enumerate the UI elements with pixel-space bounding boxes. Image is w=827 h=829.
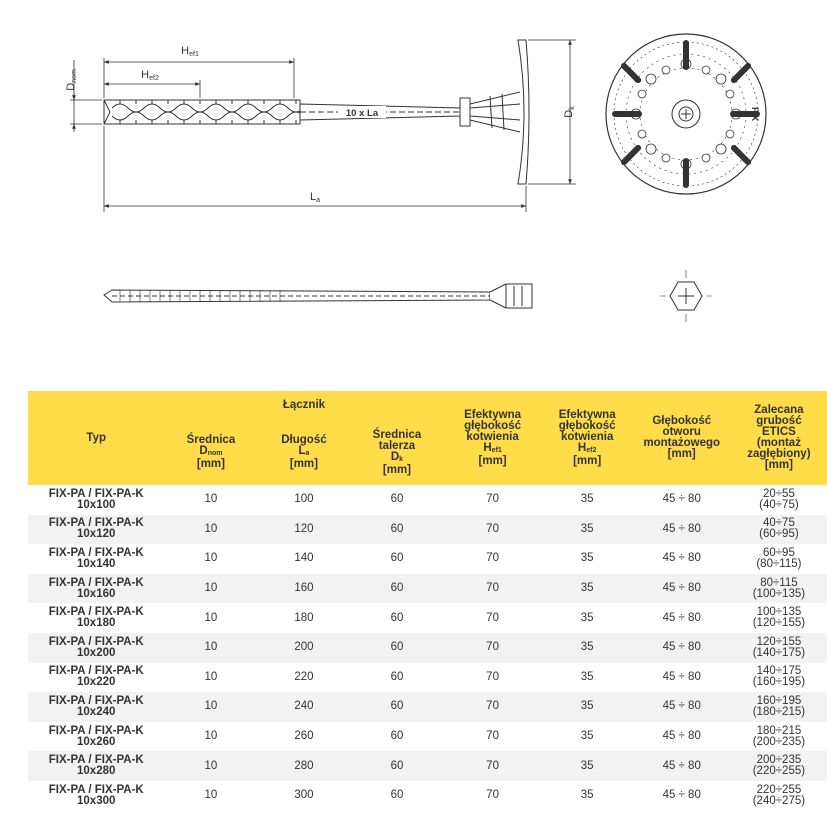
cell-otw: 45 ÷ 80 bbox=[633, 663, 731, 693]
cell-hef2: 35 bbox=[542, 751, 633, 781]
header-lacznik: Łącznik bbox=[164, 391, 443, 420]
cell-otw: 45 ÷ 80 bbox=[633, 781, 731, 811]
cell-d: 10 bbox=[164, 751, 257, 781]
cell-hef2: 35 bbox=[542, 692, 633, 722]
table-row bbox=[28, 781, 827, 811]
cell-la: 300 bbox=[257, 781, 350, 811]
cell-hef1: 70 bbox=[443, 633, 541, 663]
dim-hef1-label: Hef1 bbox=[181, 45, 199, 58]
cell-otw: 45 ÷ 80 bbox=[633, 633, 731, 663]
cell-la: 140 bbox=[257, 544, 350, 574]
plate-brand-text: FIX bbox=[750, 106, 760, 122]
cell-hef2: 35 bbox=[542, 663, 633, 693]
cell-dk: 60 bbox=[350, 751, 443, 781]
header-dlugosc: Długość La [mm] bbox=[257, 420, 350, 485]
header-typ: Typ bbox=[28, 391, 164, 485]
cell-d: 10 bbox=[164, 515, 257, 545]
cell-typ: FIX-PA / FIX-PA-K 10x280 bbox=[28, 751, 164, 781]
cell-etics: 80÷115 (100÷135) bbox=[731, 574, 827, 604]
cell-dk: 60 bbox=[350, 485, 443, 515]
cell-hef1: 70 bbox=[443, 781, 541, 811]
cell-typ: FIX-PA / FIX-PA-K 10x140 bbox=[28, 544, 164, 574]
table-row bbox=[28, 663, 827, 693]
cell-hef2: 35 bbox=[542, 633, 633, 663]
cell-etics: 40÷75 (60÷95) bbox=[731, 515, 827, 545]
cell-typ: FIX-PA / FIX-PA-K 10x160 bbox=[28, 574, 164, 604]
cell-hef2: 35 bbox=[542, 603, 633, 633]
table-row bbox=[28, 722, 827, 752]
cell-la: 220 bbox=[257, 663, 350, 693]
header-talerz: Średnica talerza Dk [mm] bbox=[350, 420, 443, 485]
cell-d: 10 bbox=[164, 603, 257, 633]
header-srednica: Średnica Dnom [mm] bbox=[164, 420, 257, 485]
cell-otw: 45 ÷ 80 bbox=[633, 692, 731, 722]
cell-d: 10 bbox=[164, 574, 257, 604]
cell-etics: 100÷135 (120÷155) bbox=[731, 603, 827, 633]
cell-dk: 60 bbox=[350, 663, 443, 693]
cell-typ: FIX-PA / FIX-PA-K 10x240 bbox=[28, 692, 164, 722]
cell-typ: FIX-PA / FIX-PA-K 10x300 bbox=[28, 781, 164, 811]
cell-la: 240 bbox=[257, 692, 350, 722]
specification-table bbox=[28, 391, 827, 811]
cell-la: 280 bbox=[257, 751, 350, 781]
cell-d: 10 bbox=[164, 544, 257, 574]
cell-typ: FIX-PA / FIX-PA-K 10x120 bbox=[28, 515, 164, 545]
cell-hef2: 35 bbox=[542, 485, 633, 515]
cell-dk: 60 bbox=[350, 544, 443, 574]
cell-dk: 60 bbox=[350, 515, 443, 545]
technical-drawing bbox=[0, 0, 827, 330]
cell-la: 200 bbox=[257, 633, 350, 663]
cell-etics: 160÷195 (180÷215) bbox=[731, 692, 827, 722]
cell-typ: FIX-PA / FIX-PA-K 10x180 bbox=[28, 603, 164, 633]
cell-hef1: 70 bbox=[443, 515, 541, 545]
cell-dk: 60 bbox=[350, 633, 443, 663]
cell-d: 10 bbox=[164, 485, 257, 515]
cell-dk: 60 bbox=[350, 574, 443, 604]
cell-hef2: 35 bbox=[542, 722, 633, 752]
cell-la: 160 bbox=[257, 574, 350, 604]
shaft-label: 10 x La bbox=[345, 108, 379, 119]
cell-d: 10 bbox=[164, 781, 257, 811]
cell-typ: FIX-PA / FIX-PA-K 10x220 bbox=[28, 663, 164, 693]
dim-dk-label: Dk bbox=[563, 106, 576, 118]
cell-typ: FIX-PA / FIX-PA-K 10x200 bbox=[28, 633, 164, 663]
cell-etics: 220÷255 (240÷275) bbox=[731, 781, 827, 811]
table-row bbox=[28, 574, 827, 604]
cell-d: 10 bbox=[164, 663, 257, 693]
cell-otw: 45 ÷ 80 bbox=[633, 574, 731, 604]
cell-etics: 200÷235 (220÷255) bbox=[731, 751, 827, 781]
cell-otw: 45 ÷ 80 bbox=[633, 485, 731, 515]
cell-la: 100 bbox=[257, 485, 350, 515]
cell-otw: 45 ÷ 80 bbox=[633, 544, 731, 574]
cell-hef2: 35 bbox=[542, 781, 633, 811]
cell-typ: FIX-PA / FIX-PA-K 10x100 bbox=[28, 485, 164, 515]
cell-otw: 45 ÷ 80 bbox=[633, 515, 731, 545]
cell-hef1: 70 bbox=[443, 544, 541, 574]
header-hef1: Efektywna głębokość kotwienia Hef1 [mm] bbox=[443, 391, 541, 485]
header-etics: Zalecana grubość ETICS (montaż zagłębiony) [mm] bbox=[731, 391, 827, 485]
header-otwor: Głębokość otworu montażowego [mm] bbox=[633, 391, 731, 485]
dim-la-label: La bbox=[309, 191, 321, 204]
table-row bbox=[28, 515, 827, 545]
cell-typ: FIX-PA / FIX-PA-K 10x260 bbox=[28, 722, 164, 752]
table-row bbox=[28, 633, 827, 663]
cell-dk: 60 bbox=[350, 722, 443, 752]
cell-la: 180 bbox=[257, 603, 350, 633]
cell-hef1: 70 bbox=[443, 574, 541, 604]
cell-hef2: 35 bbox=[542, 574, 633, 604]
table-row bbox=[28, 544, 827, 574]
dim-dnom-label: Dnom bbox=[65, 69, 78, 91]
cell-etics: 140÷175 (160÷195) bbox=[731, 663, 827, 693]
cell-etics: 20÷55 (40÷75) bbox=[731, 485, 827, 515]
anchor-small-front-view bbox=[660, 270, 712, 322]
cell-hef1: 70 bbox=[443, 663, 541, 693]
cell-etics: 180÷215 (200÷235) bbox=[731, 722, 827, 752]
table-row bbox=[28, 751, 827, 781]
cell-hef1: 70 bbox=[443, 751, 541, 781]
anchor-small-side-view bbox=[104, 284, 532, 308]
cell-otw: 45 ÷ 80 bbox=[633, 603, 731, 633]
table-row bbox=[28, 485, 827, 515]
cell-hef2: 35 bbox=[542, 515, 633, 545]
header-hef2: Efektywna głębokość kotwienia Hef2 [mm] bbox=[542, 391, 633, 485]
cell-d: 10 bbox=[164, 633, 257, 663]
cell-hef2: 35 bbox=[542, 544, 633, 574]
dim-hef2-label: Hef2 bbox=[141, 69, 159, 82]
cell-hef1: 70 bbox=[443, 722, 541, 752]
cell-la: 260 bbox=[257, 722, 350, 752]
plate-front-view bbox=[606, 34, 766, 194]
cell-dk: 60 bbox=[350, 781, 443, 811]
cell-d: 10 bbox=[164, 692, 257, 722]
cell-dk: 60 bbox=[350, 692, 443, 722]
cell-la: 120 bbox=[257, 515, 350, 545]
cell-etics: 120÷155 (140÷175) bbox=[731, 633, 827, 663]
table-row bbox=[28, 692, 827, 722]
table-row bbox=[28, 603, 827, 633]
cell-hef1: 70 bbox=[443, 692, 541, 722]
cell-etics: 60÷95 (80÷115) bbox=[731, 544, 827, 574]
cell-hef1: 70 bbox=[443, 485, 541, 515]
cell-d: 10 bbox=[164, 722, 257, 752]
cell-otw: 45 ÷ 80 bbox=[633, 751, 731, 781]
cell-otw: 45 ÷ 80 bbox=[633, 722, 731, 752]
cell-dk: 60 bbox=[350, 603, 443, 633]
cell-hef1: 70 bbox=[443, 603, 541, 633]
